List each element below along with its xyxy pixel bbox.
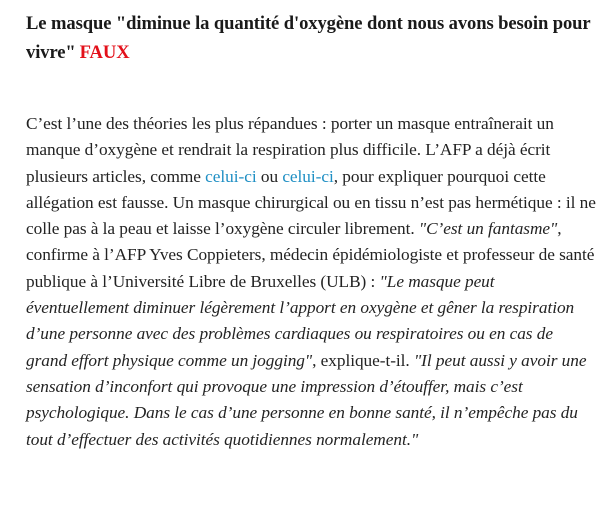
paragraph-text-1: C’est l’une des théories les plus répandues : porter un masque entraînerait un manque d’oxygène et rendrait la respiration plus difficile. L’AFP a déjà écrit plusieurs articles, comme (26, 114, 554, 186)
quote-fantasme: "C’est un fantasme" (418, 219, 558, 239)
verdict-label: FAUX (79, 42, 130, 63)
quote-masque: "Le masque peut éventuellement diminuer légèrement l’apport en oxygène et gêner la respiration d’une personne avec des problèmes cardiaques ou respiratoires ou en cas de grand effort physique comme un jogging" (26, 271, 575, 370)
claim-heading (26, 9, 596, 67)
article-paragraph (26, 111, 596, 453)
quote-inconfort: "Il peut aussi y avoir une sensation d’inconfort qui provoque une impression d’étouffer, mais c’est psychologique. Dans le cas d’une personne en bonne santé, il n’empêche pas du tout d’effectuer des activités quotidiennes normalement." (26, 350, 587, 449)
paragraph-text-5: , explique-t-il. (312, 350, 414, 370)
paragraph-text-2: ou (256, 166, 283, 186)
article (26, 9, 596, 453)
paragraph-text-3: , pour expliquer pourquoi cette allégation est fausse. Un masque chirurgical ou en tissu n’est pas hermétique : il ne colle pas à la peau et laisse l’oxygène circuler librement. (26, 166, 596, 239)
paragraph-text-4: , confirme à l’AFP Yves Coppieters, médecin épidémiologiste et professeur de santé publique à l’Université Libre de Bruxelles (ULB) : (26, 219, 595, 291)
claim-text: Le masque "diminue la quantité d'oxygène dont nous avons besoin pour vivre" (26, 13, 591, 63)
article-link-1[interactable]: celui-ci (205, 166, 257, 186)
article-link-2[interactable]: celui-ci (282, 166, 334, 186)
